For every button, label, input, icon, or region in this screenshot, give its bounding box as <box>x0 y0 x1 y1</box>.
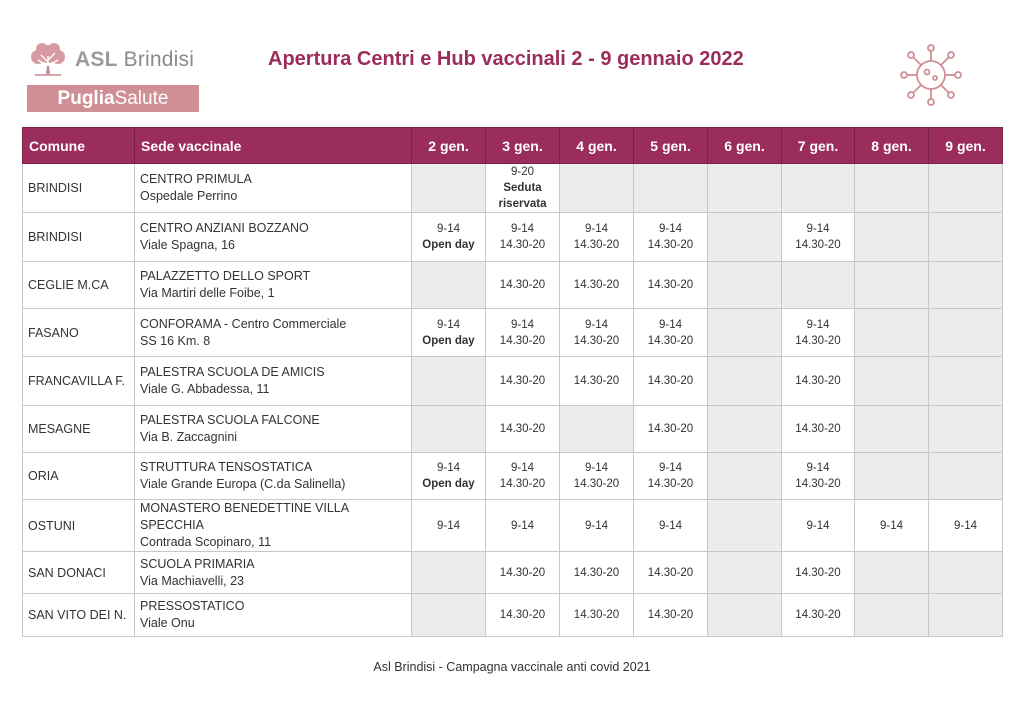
day-cell <box>634 552 708 594</box>
virus-icon <box>898 44 964 106</box>
day-cell <box>412 453 486 500</box>
time-slot: 9-14 <box>806 318 830 331</box>
day-cell <box>708 213 782 262</box>
comune-cell: MESAGNE <box>23 406 135 453</box>
day-cell <box>855 357 929 406</box>
day-cell <box>634 406 708 453</box>
column-header: Sede vaccinale <box>135 128 412 164</box>
sede-name: PRESSOSTATICO <box>140 599 245 613</box>
time-slot: 9-14 <box>879 519 904 532</box>
day-cell <box>782 357 855 406</box>
time-slot: 9-14 <box>510 223 535 235</box>
day-cell <box>486 309 560 357</box>
day-cell <box>708 500 782 552</box>
time-slot: 9-14 <box>584 318 609 331</box>
sede-address: Viale Grande Europa (C.da Salinella) <box>140 477 346 491</box>
sede-name: CENTRO ANZIANI BOZZANO <box>140 221 309 235</box>
sede-name: CENTRO PRIMULA <box>140 172 252 186</box>
sede-address: SS 16 Km. 8 <box>140 333 211 348</box>
time-slot: 14.30-20 <box>573 566 620 579</box>
page-title: Apertura Centri e Hub vaccinali 2 - 9 gennaio 2022 <box>268 48 744 70</box>
sede-name: SCUOLA PRIMARIA <box>140 556 255 571</box>
column-header: 3 gen. <box>486 128 560 164</box>
day-cell <box>855 453 929 500</box>
day-cell <box>634 309 708 357</box>
time-slot: 14.30-20 <box>795 375 841 387</box>
day-cell <box>929 164 1003 213</box>
table-row <box>23 552 1003 594</box>
time-slot: 9-14 <box>658 318 683 331</box>
day-cell <box>708 309 782 357</box>
time-slot: 9-14 <box>510 519 535 532</box>
day-cell <box>708 357 782 406</box>
day-cell <box>708 594 782 637</box>
time-slot: 14.30-20 <box>499 478 546 490</box>
time-slot: 9-14 <box>510 462 535 474</box>
day-cell <box>855 500 929 552</box>
slot-note: Open day <box>422 334 475 347</box>
day-cell <box>708 406 782 453</box>
time-slot: 14.30-20 <box>647 566 694 579</box>
day-cell <box>412 406 486 453</box>
time-slot: 9-14 <box>658 519 683 532</box>
day-cell <box>634 594 708 637</box>
day-cell <box>708 262 782 309</box>
day-cell <box>782 594 855 637</box>
vaccination-schedule-table <box>22 127 1003 637</box>
day-cell <box>634 453 708 500</box>
day-cell <box>855 309 929 357</box>
day-cell <box>486 500 560 552</box>
comune-cell: OSTUNI <box>23 500 135 552</box>
table-row <box>23 213 1003 262</box>
sede-cell <box>135 213 412 262</box>
day-cell <box>560 262 634 309</box>
table-row <box>23 406 1003 453</box>
table-row <box>23 164 1003 213</box>
day-cell <box>412 213 486 262</box>
time-slot: 9-14 <box>806 519 830 532</box>
day-cell <box>560 552 634 594</box>
day-cell <box>560 453 634 500</box>
day-cell <box>486 164 560 213</box>
column-header: 9 gen. <box>929 128 1003 164</box>
day-cell <box>929 309 1003 357</box>
time-slot: 14.30-20 <box>573 478 620 490</box>
comune-cell: FRANCAVILLA F. <box>23 357 135 406</box>
time-slot: 9-14 <box>584 223 609 235</box>
sede-cell <box>135 262 412 309</box>
time-slot: 14.30-20 <box>795 478 841 490</box>
sede-address: Viale G. Abbadessa, 11 <box>140 382 270 396</box>
sede-cell <box>135 406 412 453</box>
column-header: 5 gen. <box>634 128 708 164</box>
day-cell <box>782 453 855 500</box>
time-slot: 9-14 <box>436 223 461 235</box>
table-row <box>23 309 1003 357</box>
sede-cell <box>135 552 412 594</box>
time-slot: 14.30-20 <box>795 239 841 251</box>
time-slot: 14.30-20 <box>573 239 620 251</box>
day-cell <box>412 500 486 552</box>
time-slot: 9-14 <box>806 462 830 474</box>
comune-cell: SAN VITO DEI N. <box>23 594 135 637</box>
day-cell <box>412 552 486 594</box>
day-cell <box>486 406 560 453</box>
tree-logo-icon <box>27 42 69 80</box>
time-slot: 14.30-20 <box>647 423 694 435</box>
sede-cell <box>135 594 412 637</box>
sede-address: Viale Onu <box>140 616 195 630</box>
column-header: 7 gen. <box>782 128 855 164</box>
sede-address: Via Machiavelli, 23 <box>140 573 244 588</box>
day-cell <box>855 594 929 637</box>
day-cell <box>929 213 1003 262</box>
time-slot: 14.30-20 <box>573 334 620 347</box>
day-cell <box>634 500 708 552</box>
day-cell <box>412 262 486 309</box>
time-slot: 14.30-20 <box>499 609 546 621</box>
day-cell <box>560 406 634 453</box>
table-row <box>23 500 1003 552</box>
day-cell <box>855 552 929 594</box>
day-cell <box>486 213 560 262</box>
day-cell <box>855 164 929 213</box>
day-cell <box>929 453 1003 500</box>
time-slot: 9-14 <box>436 462 461 474</box>
sede-name: STRUTTURA TENSOSTATICA <box>140 460 313 474</box>
sede-name: PALESTRA SCUOLA FALCONE <box>140 413 320 427</box>
comune-cell: FASANO <box>23 309 135 357</box>
day-cell <box>929 500 1003 552</box>
comune-cell: ORIA <box>23 453 135 500</box>
day-cell <box>486 357 560 406</box>
day-cell <box>929 594 1003 637</box>
day-cell <box>634 213 708 262</box>
comune-cell: BRINDISI <box>23 164 135 213</box>
logo-subtitle: PugliaSalute <box>27 85 199 112</box>
time-slot: 9-14 <box>436 318 461 331</box>
sede-address: Viale Spagna, 16 <box>140 238 235 252</box>
day-cell <box>782 309 855 357</box>
time-slot: 9-14 <box>806 223 830 235</box>
time-slot: 14.30-20 <box>499 375 546 387</box>
day-cell <box>782 164 855 213</box>
day-cell <box>560 357 634 406</box>
day-cell <box>560 164 634 213</box>
table-row <box>23 453 1003 500</box>
day-cell <box>708 453 782 500</box>
comune-cell: CEGLIE M.CA <box>23 262 135 309</box>
day-cell <box>782 406 855 453</box>
sede-name: MONASTERO BENEDETTINE VILLA SPECCHIA <box>140 501 349 532</box>
sede-address: Via Martiri delle Foibe, 1 <box>140 286 275 300</box>
time-slot: 14.30-20 <box>647 478 694 490</box>
table-row <box>23 357 1003 406</box>
time-slot: 14.30-20 <box>499 279 546 291</box>
column-header: 6 gen. <box>708 128 782 164</box>
time-slot: 14.30-20 <box>499 566 546 579</box>
sede-cell <box>135 164 412 213</box>
day-cell <box>560 500 634 552</box>
day-cell <box>708 164 782 213</box>
time-slot: 9-14 <box>584 462 609 474</box>
time-slot: 14.30-20 <box>647 239 694 251</box>
column-header: Comune <box>23 128 135 164</box>
day-cell <box>412 309 486 357</box>
sede-cell <box>135 309 412 357</box>
sede-name: PALESTRA SCUOLA DE AMICIS <box>140 365 325 379</box>
column-header: 2 gen. <box>412 128 486 164</box>
day-cell <box>855 262 929 309</box>
day-cell <box>412 594 486 637</box>
day-cell <box>929 406 1003 453</box>
day-cell <box>486 262 560 309</box>
sede-name: PALAZZETTO DELLO SPORT <box>140 269 311 283</box>
day-cell <box>929 552 1003 594</box>
sede-cell <box>135 500 412 552</box>
comune-cell: SAN DONACI <box>23 552 135 594</box>
day-cell <box>412 164 486 213</box>
time-slot: 9-14 <box>436 519 461 532</box>
day-cell <box>855 213 929 262</box>
day-cell <box>412 357 486 406</box>
day-cell <box>560 213 634 262</box>
table-body <box>23 164 1003 637</box>
column-header: 8 gen. <box>855 128 929 164</box>
day-cell <box>560 594 634 637</box>
day-cell <box>634 164 708 213</box>
table-header <box>23 128 1003 164</box>
time-slot: 9-14 <box>584 519 609 532</box>
footer-note: Asl Brindisi - Campagna vaccinale anti covid 2021 <box>373 660 651 674</box>
sede-cell <box>135 453 412 500</box>
day-cell <box>486 453 560 500</box>
day-cell <box>782 552 855 594</box>
time-slot: 9-14 <box>953 519 978 532</box>
day-cell <box>782 500 855 552</box>
time-slot: 9-14 <box>658 462 683 474</box>
time-slot: 14.30-20 <box>795 423 841 435</box>
comune-cell: BRINDISI <box>23 213 135 262</box>
sede-name: CONFORAMA - Centro Commerciale <box>140 316 347 331</box>
time-slot: 14.30-20 <box>573 609 620 621</box>
time-slot: 14.30-20 <box>647 375 694 387</box>
time-slot: 14.30-20 <box>795 566 841 579</box>
time-slot: 14.30-20 <box>499 334 546 347</box>
day-cell <box>708 552 782 594</box>
logo-org-name: ASL Brindisi <box>75 48 195 71</box>
sede-address: Contrada Scopinaro, 11 <box>140 535 272 549</box>
day-cell <box>634 262 708 309</box>
slot-note: Open day <box>422 478 475 490</box>
day-cell <box>782 262 855 309</box>
time-slot: 14.30-20 <box>647 609 694 621</box>
time-slot: 9-20 <box>510 166 535 178</box>
header-row <box>23 128 1003 164</box>
sede-address: Via B. Zaccagnini <box>140 430 238 444</box>
time-slot: 14.30-20 <box>573 375 620 387</box>
sede-address: Ospedale Perrino <box>140 189 238 203</box>
asl-brindisi-logo <box>27 42 199 112</box>
time-slot: 14.30-20 <box>795 334 841 347</box>
time-slot: 14.30-20 <box>647 334 694 347</box>
time-slot: 14.30-20 <box>499 423 546 435</box>
table-row <box>23 262 1003 309</box>
time-slot: 14.30-20 <box>795 609 841 621</box>
day-cell <box>634 357 708 406</box>
time-slot: 14.30-20 <box>647 279 694 291</box>
day-cell <box>929 262 1003 309</box>
sede-cell <box>135 357 412 406</box>
time-slot: 9-14 <box>658 223 683 235</box>
time-slot: 14.30-20 <box>499 239 546 251</box>
day-cell <box>855 406 929 453</box>
day-cell <box>486 552 560 594</box>
day-cell <box>486 594 560 637</box>
slot-note: Seduta riservata <box>498 182 547 210</box>
time-slot: 9-14 <box>510 318 535 331</box>
day-cell <box>929 357 1003 406</box>
slot-note: Open day <box>422 239 475 251</box>
column-header: 4 gen. <box>560 128 634 164</box>
table-row <box>23 594 1003 637</box>
day-cell <box>782 213 855 262</box>
time-slot: 14.30-20 <box>573 279 620 291</box>
day-cell <box>560 309 634 357</box>
